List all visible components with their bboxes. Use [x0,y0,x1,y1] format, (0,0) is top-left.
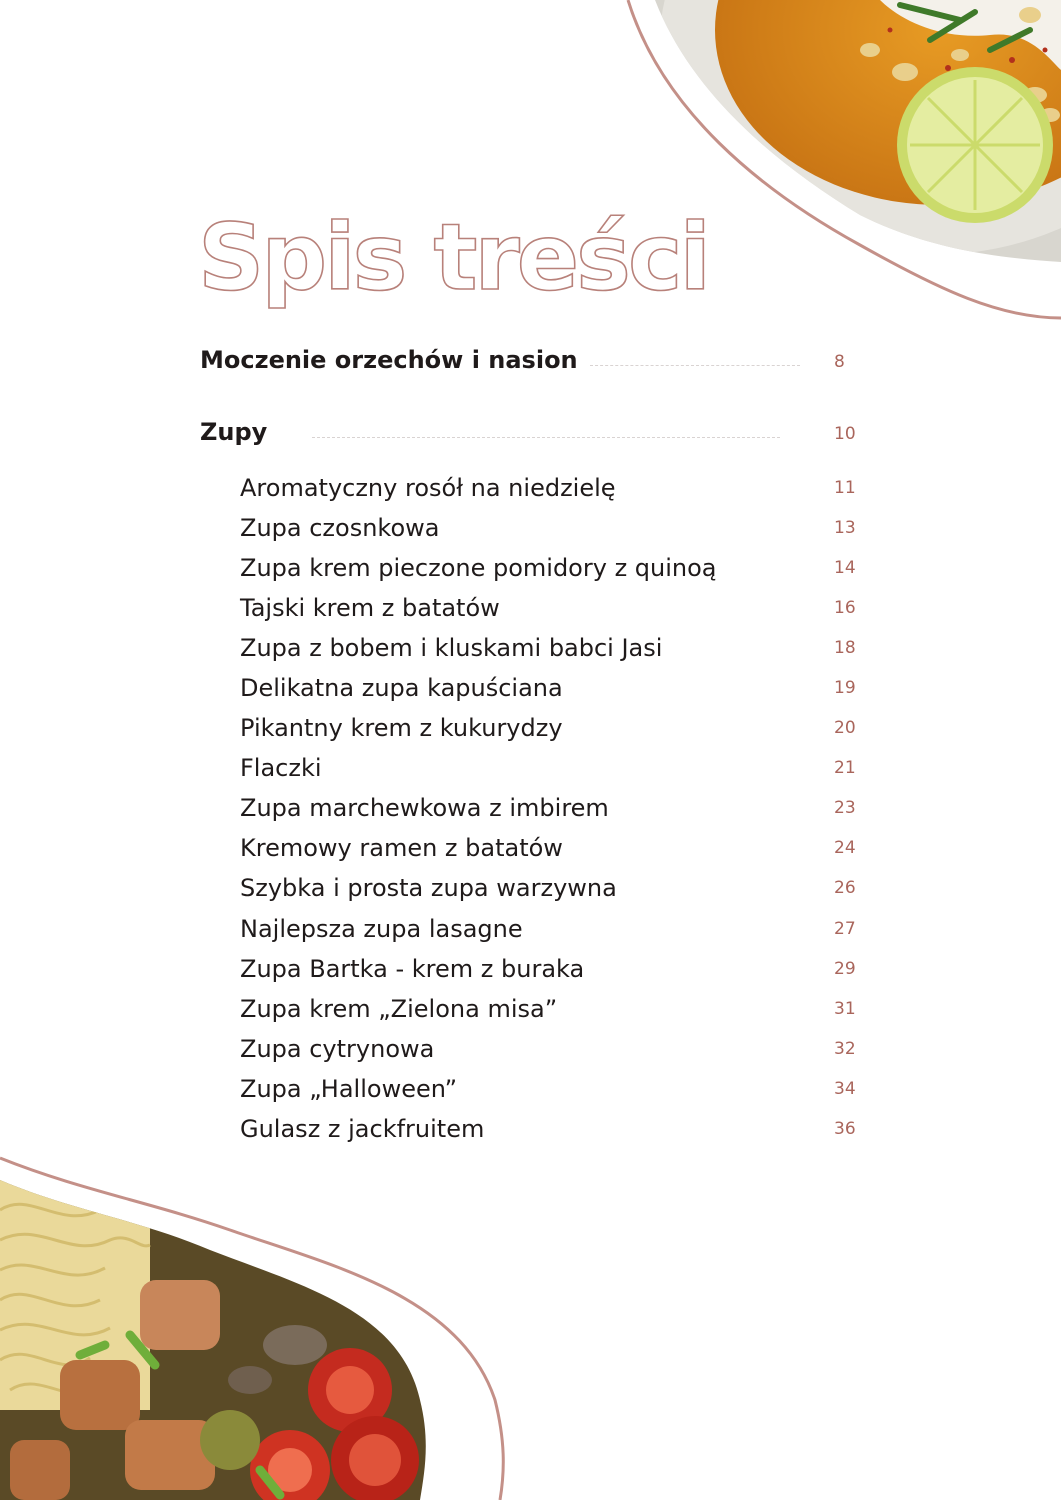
section-page-number: 10 [834,424,856,444]
entry-page-number: 13 [834,518,856,539]
toc-entry[interactable] [240,1032,860,1072]
toc-entry[interactable] [240,671,860,711]
entry-title: Flaczki [240,754,322,783]
ramen-noodles-photo [0,1140,520,1500]
toc-entry[interactable] [240,952,860,992]
entry-page-number: 29 [834,958,856,979]
entry-page-number: 32 [834,1038,856,1059]
entry-page-number: 31 [834,998,856,1019]
section-title: Zupy [200,418,268,446]
toc-entry[interactable] [240,751,860,791]
entry-page-number: 34 [834,1078,856,1099]
toc-entry[interactable] [240,551,860,591]
toc-entry[interactable] [240,631,860,671]
section-page-number: 8 [834,352,845,372]
toc-entry[interactable] [240,591,860,631]
entry-page-number: 20 [834,718,856,739]
entry-page-number: 14 [834,558,856,579]
toc-entry[interactable] [240,912,860,952]
page-title: Spis treści [198,203,709,311]
toc-section-moczenie[interactable] [200,340,860,380]
toc-section-zupy[interactable] [200,412,860,452]
entry-page-number: 36 [834,1118,856,1139]
toc-entry[interactable] [240,471,860,511]
toc-entry[interactable] [240,1072,860,1112]
entry-page-number: 23 [834,798,856,819]
dotted-leader [312,437,780,438]
toc-entry[interactable] [240,992,860,1032]
entry-page-number: 24 [834,838,856,859]
entry-title: Zupa cytrynowa [240,1034,435,1063]
toc-entry[interactable] [240,711,860,751]
dotted-leader [590,365,800,366]
toc-entry[interactable] [240,791,860,831]
toc-entry-list [240,471,860,1152]
entry-page-number: 21 [834,758,856,779]
toc-entry[interactable] [240,871,860,911]
entry-title: Aromatyczny rosół na niedzielę [240,474,616,502]
entry-title: Zupa Bartka - krem z buraka [240,954,585,983]
entry-page-number: 27 [834,918,856,939]
entry-title: Zupa krem pieczone pomidory z quinoą [240,554,717,583]
entry-title: Zupa krem „Zielona misa” [240,994,558,1023]
entry-title: Zupa czosnkowa [240,514,440,543]
entry-title: Najlepsza zupa lasagne [240,914,523,943]
entry-title: Tajski krem z batatów [240,594,500,623]
toc-entry[interactable] [240,1112,860,1152]
entry-title: Pikantny krem z kukurydzy [240,714,563,743]
entry-title: Delikatna zupa kapuściana [240,674,563,703]
entry-page-number: 16 [834,598,856,619]
entry-page-number: 26 [834,878,856,899]
entry-title: Zupa „Halloween” [240,1074,458,1103]
entry-title: Zupa marchewkowa z imbirem [240,794,609,823]
entry-page-number: 11 [834,478,856,498]
toc-entry[interactable] [240,831,860,871]
section-title: Moczenie orzechów i nasion [200,346,578,374]
entry-title: Kremowy ramen z batatów [240,834,563,863]
entry-page-number: 19 [834,678,856,699]
toc-entry[interactable] [240,511,860,551]
entry-page-number: 18 [834,638,856,659]
entry-title: Szybka i prosta zupa warzywna [240,874,617,903]
entry-title: Zupa z bobem i kluskami babci Jasi [240,634,663,663]
entry-title: Gulasz z jackfruitem [240,1114,485,1143]
